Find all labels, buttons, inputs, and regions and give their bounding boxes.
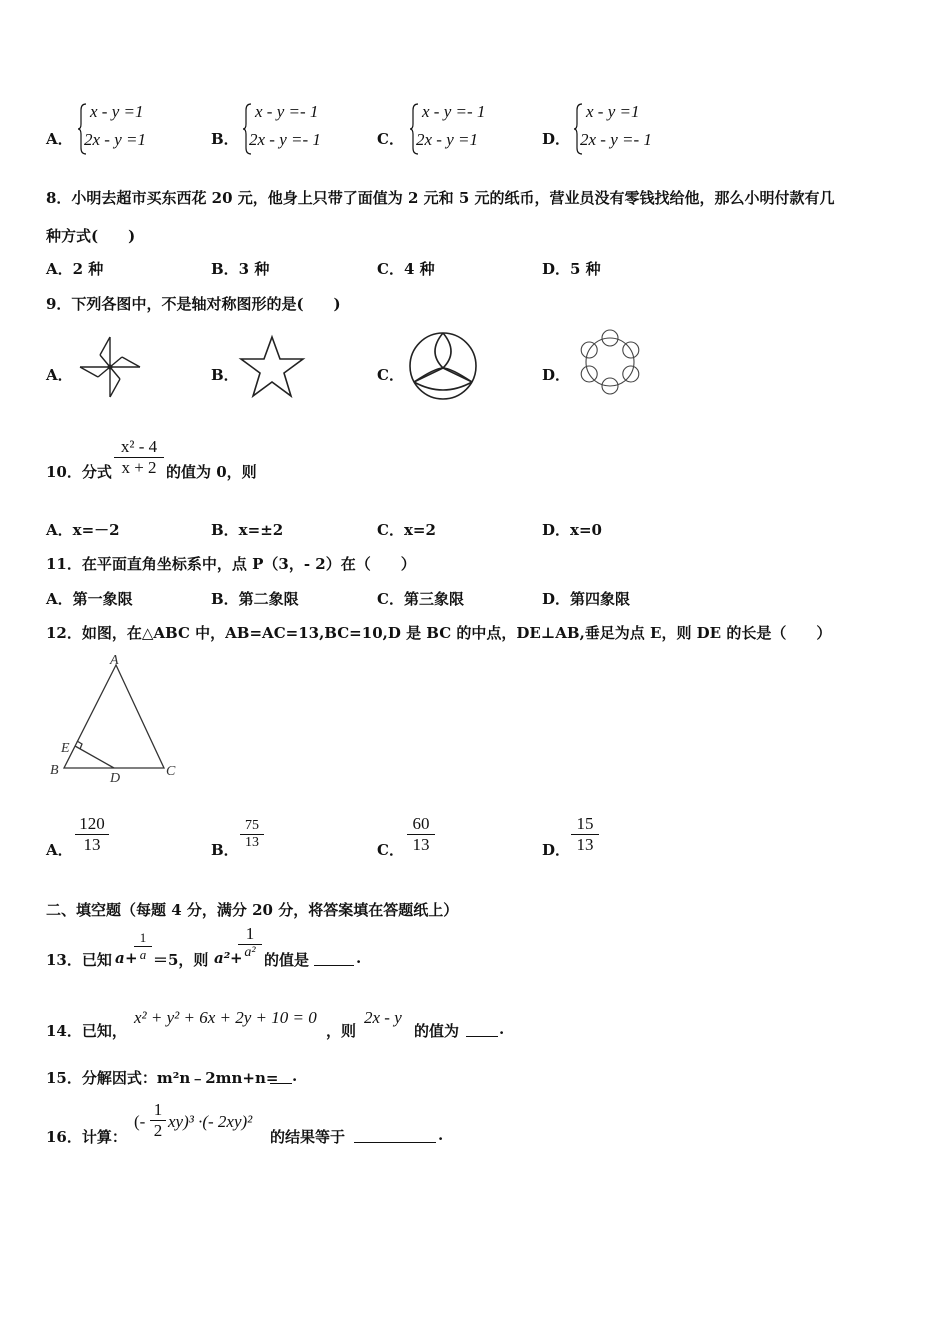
q13-answer-blank[interactable] <box>314 949 354 966</box>
q13-fraction-1-num: 1 <box>139 930 147 945</box>
q13-eq: ＝5，则 <box>153 951 209 969</box>
q15-end: . <box>292 1067 298 1085</box>
section-2-heading: 二、填空题（每题 4 分，满分 20 分，将答案填在答题纸上） <box>46 901 459 919</box>
q7-option-d-line1: x - y =1 <box>586 102 640 121</box>
q12-option-a-fraction <box>75 814 109 855</box>
pinwheel-figure <box>74 333 146 401</box>
q7-option-a-line2: 2x - y =1 <box>84 130 146 149</box>
q11-option-b: B．第二象限 <box>211 590 299 608</box>
q16-fraction-den: 2 <box>153 1121 163 1140</box>
q7-option-b-line2: 2x - y =- 1 <box>249 130 321 149</box>
q7-option-a-system <box>78 102 188 158</box>
q12-option-c-label: C． <box>377 841 404 859</box>
q16-suffix: 的结果等于 <box>270 1128 346 1146</box>
q12-option-a-den: 13 <box>83 835 101 854</box>
q12-option-d-den: 13 <box>576 835 594 854</box>
q15-text: 15．分解因式：m²n﹣2mn+n= <box>46 1069 279 1087</box>
q7-option-b-label: B． <box>211 130 239 148</box>
q8-option-b: B．3 种 <box>211 260 270 278</box>
q12-option-b-num: 75 <box>245 818 259 833</box>
q14-equation: x² + y² + 6x + 2y + 10 = 0 <box>134 1008 317 1027</box>
q13-var-a: a <box>115 949 125 967</box>
triangle-label-e: E <box>61 741 70 756</box>
q8-text-line1: 8．小明去超市买东西花 20 元，他身上只带了面值为 2 元和 5 元的纸币，营业员没有零钱找给他，那么小明付款有几 <box>46 189 835 207</box>
q9-option-c-label: C． <box>377 366 404 384</box>
q13-plus-2: + <box>230 949 243 967</box>
q8-option-a: A．2 种 <box>46 260 104 278</box>
q16-answer-blank[interactable] <box>354 1126 436 1143</box>
q14-mid: ，则 <box>326 1022 357 1040</box>
q7-option-b-system <box>243 102 363 158</box>
triangle-label-a: A <box>110 653 119 668</box>
q16-rest: xy)³ ·(- 2xy)² <box>168 1112 253 1131</box>
q13-fraction-1 <box>134 930 152 963</box>
triangle-figure <box>44 650 189 785</box>
q10-fraction-num: x² - 4 <box>120 437 158 456</box>
q10-option-b: B．x=±2 <box>211 521 284 539</box>
q9-option-d-label: D． <box>542 366 571 384</box>
q7-option-a-label: A． <box>46 130 73 148</box>
q7-option-c-line1: x - y =- 1 <box>422 102 486 121</box>
q7-option-a-line1: x - y =1 <box>90 102 144 121</box>
q13-end: . <box>356 949 362 967</box>
q7-option-c-label: C． <box>377 130 404 148</box>
q11-text: 11．在平面直角坐标系中，点 P（3，- 2）在（ ） <box>46 555 416 573</box>
q12-option-d-label: D． <box>542 841 571 859</box>
q10-prefix: 10．分式 <box>46 463 112 481</box>
q14-answer-blank[interactable] <box>466 1020 498 1037</box>
star-figure <box>237 334 307 400</box>
q8-option-c: C．4 种 <box>377 260 435 278</box>
q7-option-b-line1: x - y =- 1 <box>255 102 319 121</box>
q12-option-c-num: 60 <box>412 814 430 833</box>
q13-suffix: 的值是 <box>264 951 310 969</box>
q12-option-c-fraction <box>407 814 435 855</box>
q9-option-b-label: B． <box>211 366 239 384</box>
q16-open: (- <box>134 1112 146 1131</box>
q7-option-c-system <box>410 102 530 158</box>
triangle-label-b: B <box>50 763 59 778</box>
q12-option-b-label: B． <box>211 841 239 859</box>
q12-option-b-den: 13 <box>245 835 259 850</box>
q12-option-d-num: 15 <box>576 814 594 833</box>
q12-option-c-den: 13 <box>412 835 430 854</box>
q14-prefix: 14．已知， <box>46 1022 127 1040</box>
flower-figure <box>572 324 648 400</box>
q13-prefix: 13．已知 <box>46 951 112 969</box>
q16-fraction-num: 1 <box>153 1100 163 1119</box>
q15-answer-blank[interactable] <box>270 1067 292 1084</box>
q16-end: . <box>438 1126 444 1144</box>
q10-suffix: 的值为 0，则 <box>166 463 257 481</box>
q12-option-b-fraction <box>240 818 264 851</box>
q10-option-c: C．x=2 <box>377 521 436 539</box>
triangle-label-d: D <box>110 771 121 785</box>
q10-option-d: D．x=0 <box>542 521 602 539</box>
q7-option-c-line2: 2x - y =1 <box>416 130 478 149</box>
q12-option-a-label: A． <box>46 841 73 859</box>
q10-fraction <box>114 437 164 478</box>
q13-fraction-1-den: a <box>139 947 147 962</box>
q12-option-a-num: 120 <box>79 814 105 833</box>
q16-prefix: 16．计算： <box>46 1128 127 1146</box>
circle-petals-figure <box>405 328 481 404</box>
q13-fraction-2-den: a² <box>244 945 256 960</box>
q12-text: 12．如图，在△ABC 中，AB=AC=13,BC=10,D 是 BC 的中点，DE⊥AB,垂足为点 E，则 DE 的长是（ ） <box>46 624 832 642</box>
q13-plus: + <box>125 949 138 967</box>
q14-expression: 2x - y <box>364 1008 402 1027</box>
q13-fraction-2-num: 1 <box>245 924 255 943</box>
q8-text-line2: 种方式( ) <box>46 227 136 245</box>
q13-fraction-2 <box>238 924 262 961</box>
q9-option-a-label: A． <box>46 366 73 384</box>
q7-option-d-system <box>574 102 694 158</box>
q7-option-d-label: D． <box>542 130 571 148</box>
q14-end: . <box>499 1020 505 1038</box>
q9-text: 9．下列各图中，不是轴对称图形的是( ) <box>46 295 341 313</box>
q10-fraction-den: x + 2 <box>121 458 157 477</box>
q7-option-d-line2: 2x - y =- 1 <box>580 130 652 149</box>
q14-suffix: 的值为 <box>414 1022 460 1040</box>
q11-option-c: C．第三象限 <box>377 590 464 608</box>
q11-option-a: A．第一象限 <box>46 590 133 608</box>
q13-a-squared: a² <box>214 949 231 967</box>
q12-option-d-fraction <box>571 814 599 855</box>
triangle-label-c: C <box>166 764 176 779</box>
q16-fraction <box>150 1100 166 1141</box>
q11-option-d: D．第四象限 <box>542 590 631 608</box>
q10-option-a: A．x=－2 <box>46 521 120 539</box>
q8-option-d: D．5 种 <box>542 260 601 278</box>
